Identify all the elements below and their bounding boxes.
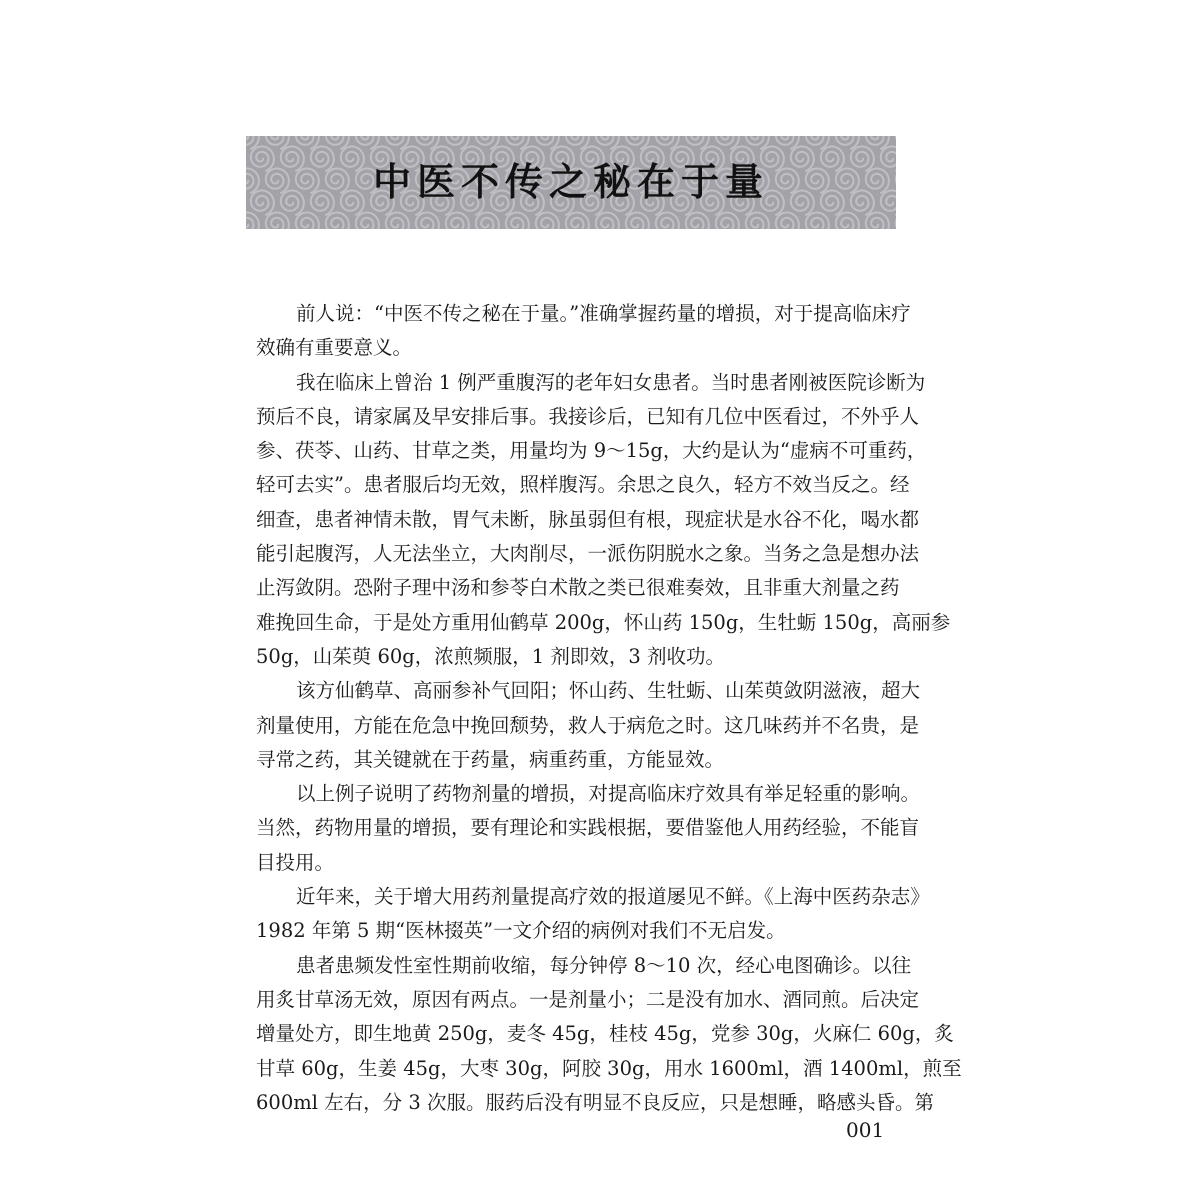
swirl-motif <box>506 212 529 229</box>
text-line: 近年来，关于增大用药剂量提高疗效的报道屡见不鲜。《上海中医药杂志》 <box>296 885 930 909</box>
page-number: 001 <box>846 1118 885 1142</box>
text-line: 该方仙鹤草、高丽参补气回阳；怀山药、生牡蛎、山茱萸敛阴滋液，超大 <box>296 679 921 703</box>
swirl-motif <box>806 136 829 149</box>
text-line: 止泻敛阴。恐附子理中汤和参苓白术散之类已很难奏效，且非重大剂量之药 <box>256 576 900 600</box>
paragraph <box>256 949 962 1120</box>
text-line: 用炙甘草汤无效，原因有两点。一是剂量小；二是没有加水、酒同煎。后决定 <box>256 987 920 1011</box>
paragraph <box>256 297 911 366</box>
swirl-motif <box>596 136 619 149</box>
text-line: 细查，患者神情未散，胃气未断，脉虽弱但有根，现症状是水谷不化，喝水都 <box>256 507 920 531</box>
chapter-title: 中医不传之秘在于量 <box>372 159 769 204</box>
swirl-motif <box>626 136 649 149</box>
swirl-motif <box>686 136 709 149</box>
swirl-motif <box>356 136 379 149</box>
text-line: 当然，药物用量的增损，要有理论和实践根据，要借鉴他人用药经验，不能盲 <box>256 816 920 840</box>
swirl-motif <box>266 136 289 149</box>
text-line: 难挽回生命，于是处方重用仙鹤草 200g，怀山药 150g，生牡蛎 150g，高丽参 <box>256 610 951 634</box>
swirl-motif <box>656 212 679 229</box>
text-line: 增量处方，即生地黄 250g，麦冬 45g，桂枝 45g，党参 30g，火麻仁 60g，炙 <box>256 1022 954 1046</box>
swirl-motif <box>716 212 739 229</box>
swirl-motif <box>416 136 439 149</box>
swirl-motif <box>686 212 709 229</box>
swirl-motif <box>656 136 679 149</box>
text-line: 患者患频发性室性期前收缩，每分钟停 8～10 次，经心电图确诊。以往 <box>296 953 912 977</box>
swirl-motif <box>476 212 499 229</box>
text-line: 50g，山茱萸 60g，浓煎频服，1 剂即效，3 剂收功。 <box>256 644 726 668</box>
swirl-motif <box>446 136 469 149</box>
paragraph <box>256 880 930 949</box>
text-line: 以上例子说明了药物剂量的增损，对提高临床疗效具有举足轻重的影响。 <box>296 782 921 806</box>
swirl-motif <box>536 136 559 149</box>
swirl-motif <box>596 212 619 229</box>
swirl-motif <box>356 212 379 229</box>
text-line: 效确有重要意义。 <box>256 336 413 360</box>
text-line: 剂量使用，方能在危急中挽回颓势，救人于病危之时。这几味药并不名贵，是 <box>256 713 920 737</box>
text-line: 能引起腹泻，人无法坐立，大肉削尽，一派伤阴脱水之象。当务之急是想办法 <box>256 542 920 566</box>
text-line: 轻可去实”。患者服后均无效，照样腹泻。余思之良久，轻方不效当反之。经 <box>256 473 910 497</box>
swirl-motif <box>626 212 649 229</box>
swirl-motif <box>806 212 829 229</box>
swirl-motif <box>746 212 769 229</box>
swirl-motif <box>746 136 769 149</box>
swirl-motif <box>326 136 349 149</box>
swirl-motif <box>326 212 349 229</box>
swirl-motif <box>836 212 859 229</box>
swirl-motif <box>386 136 409 149</box>
swirl-motif <box>866 212 889 229</box>
text-line: 600ml 左右，分 3 次服。服药后没有明显不良反应，只是想睡，略感头昏。第 <box>256 1090 934 1114</box>
text-line: 目投用。 <box>256 850 335 874</box>
swirl-motif <box>266 212 289 229</box>
swirl-motif <box>386 212 409 229</box>
text-line: 寻常之药，其关键就在于药量，病重药重，方能显效。 <box>256 747 725 771</box>
swirl-motif <box>246 212 259 229</box>
swirl-motif <box>866 136 889 149</box>
chapter-title-banner <box>246 136 896 229</box>
swirl-motif <box>716 136 739 149</box>
swirl-motif <box>296 136 319 149</box>
swirl-motif <box>776 212 799 229</box>
body-text <box>256 297 962 1120</box>
swirl-motif <box>536 212 559 229</box>
text-line: 参、茯苓、山药、甘草之类，用量均为 9～15g，大约是认为“虚病不可重药， <box>256 439 927 463</box>
paragraph <box>256 674 921 777</box>
paragraph <box>256 366 951 675</box>
swirl-motif <box>566 212 589 229</box>
swirl-motif <box>476 136 499 149</box>
text-line: 预后不良，请家属及早安排后事。我接诊后，已知有几位中医看过，不外乎人 <box>256 404 920 428</box>
swirl-motif <box>836 136 859 149</box>
text-line: 我在临床上曾治 1 例严重腹泻的老年妇女患者。当时患者刚被医院诊断为 <box>296 370 926 394</box>
swirl-motif <box>506 136 529 149</box>
text-line: 1982 年第 5 期“医林掇英”一文介绍的病例对我们不无启发。 <box>256 919 786 943</box>
text-line: 前人说：“中医不传之秘在于量。”准确掌握药量的增损，对于提高临床疗 <box>296 302 911 325</box>
swirl-motif <box>446 212 469 229</box>
swirl-motif <box>566 136 589 149</box>
paragraph <box>256 777 921 880</box>
swirl-motif <box>296 212 319 229</box>
swirl-motif <box>416 212 439 229</box>
swirl-motif <box>776 136 799 149</box>
text-line: 甘草 60g，生姜 45g，大枣 30g，阿胶 30g，用水 1600ml，酒 1400ml，煎至 <box>256 1056 962 1080</box>
